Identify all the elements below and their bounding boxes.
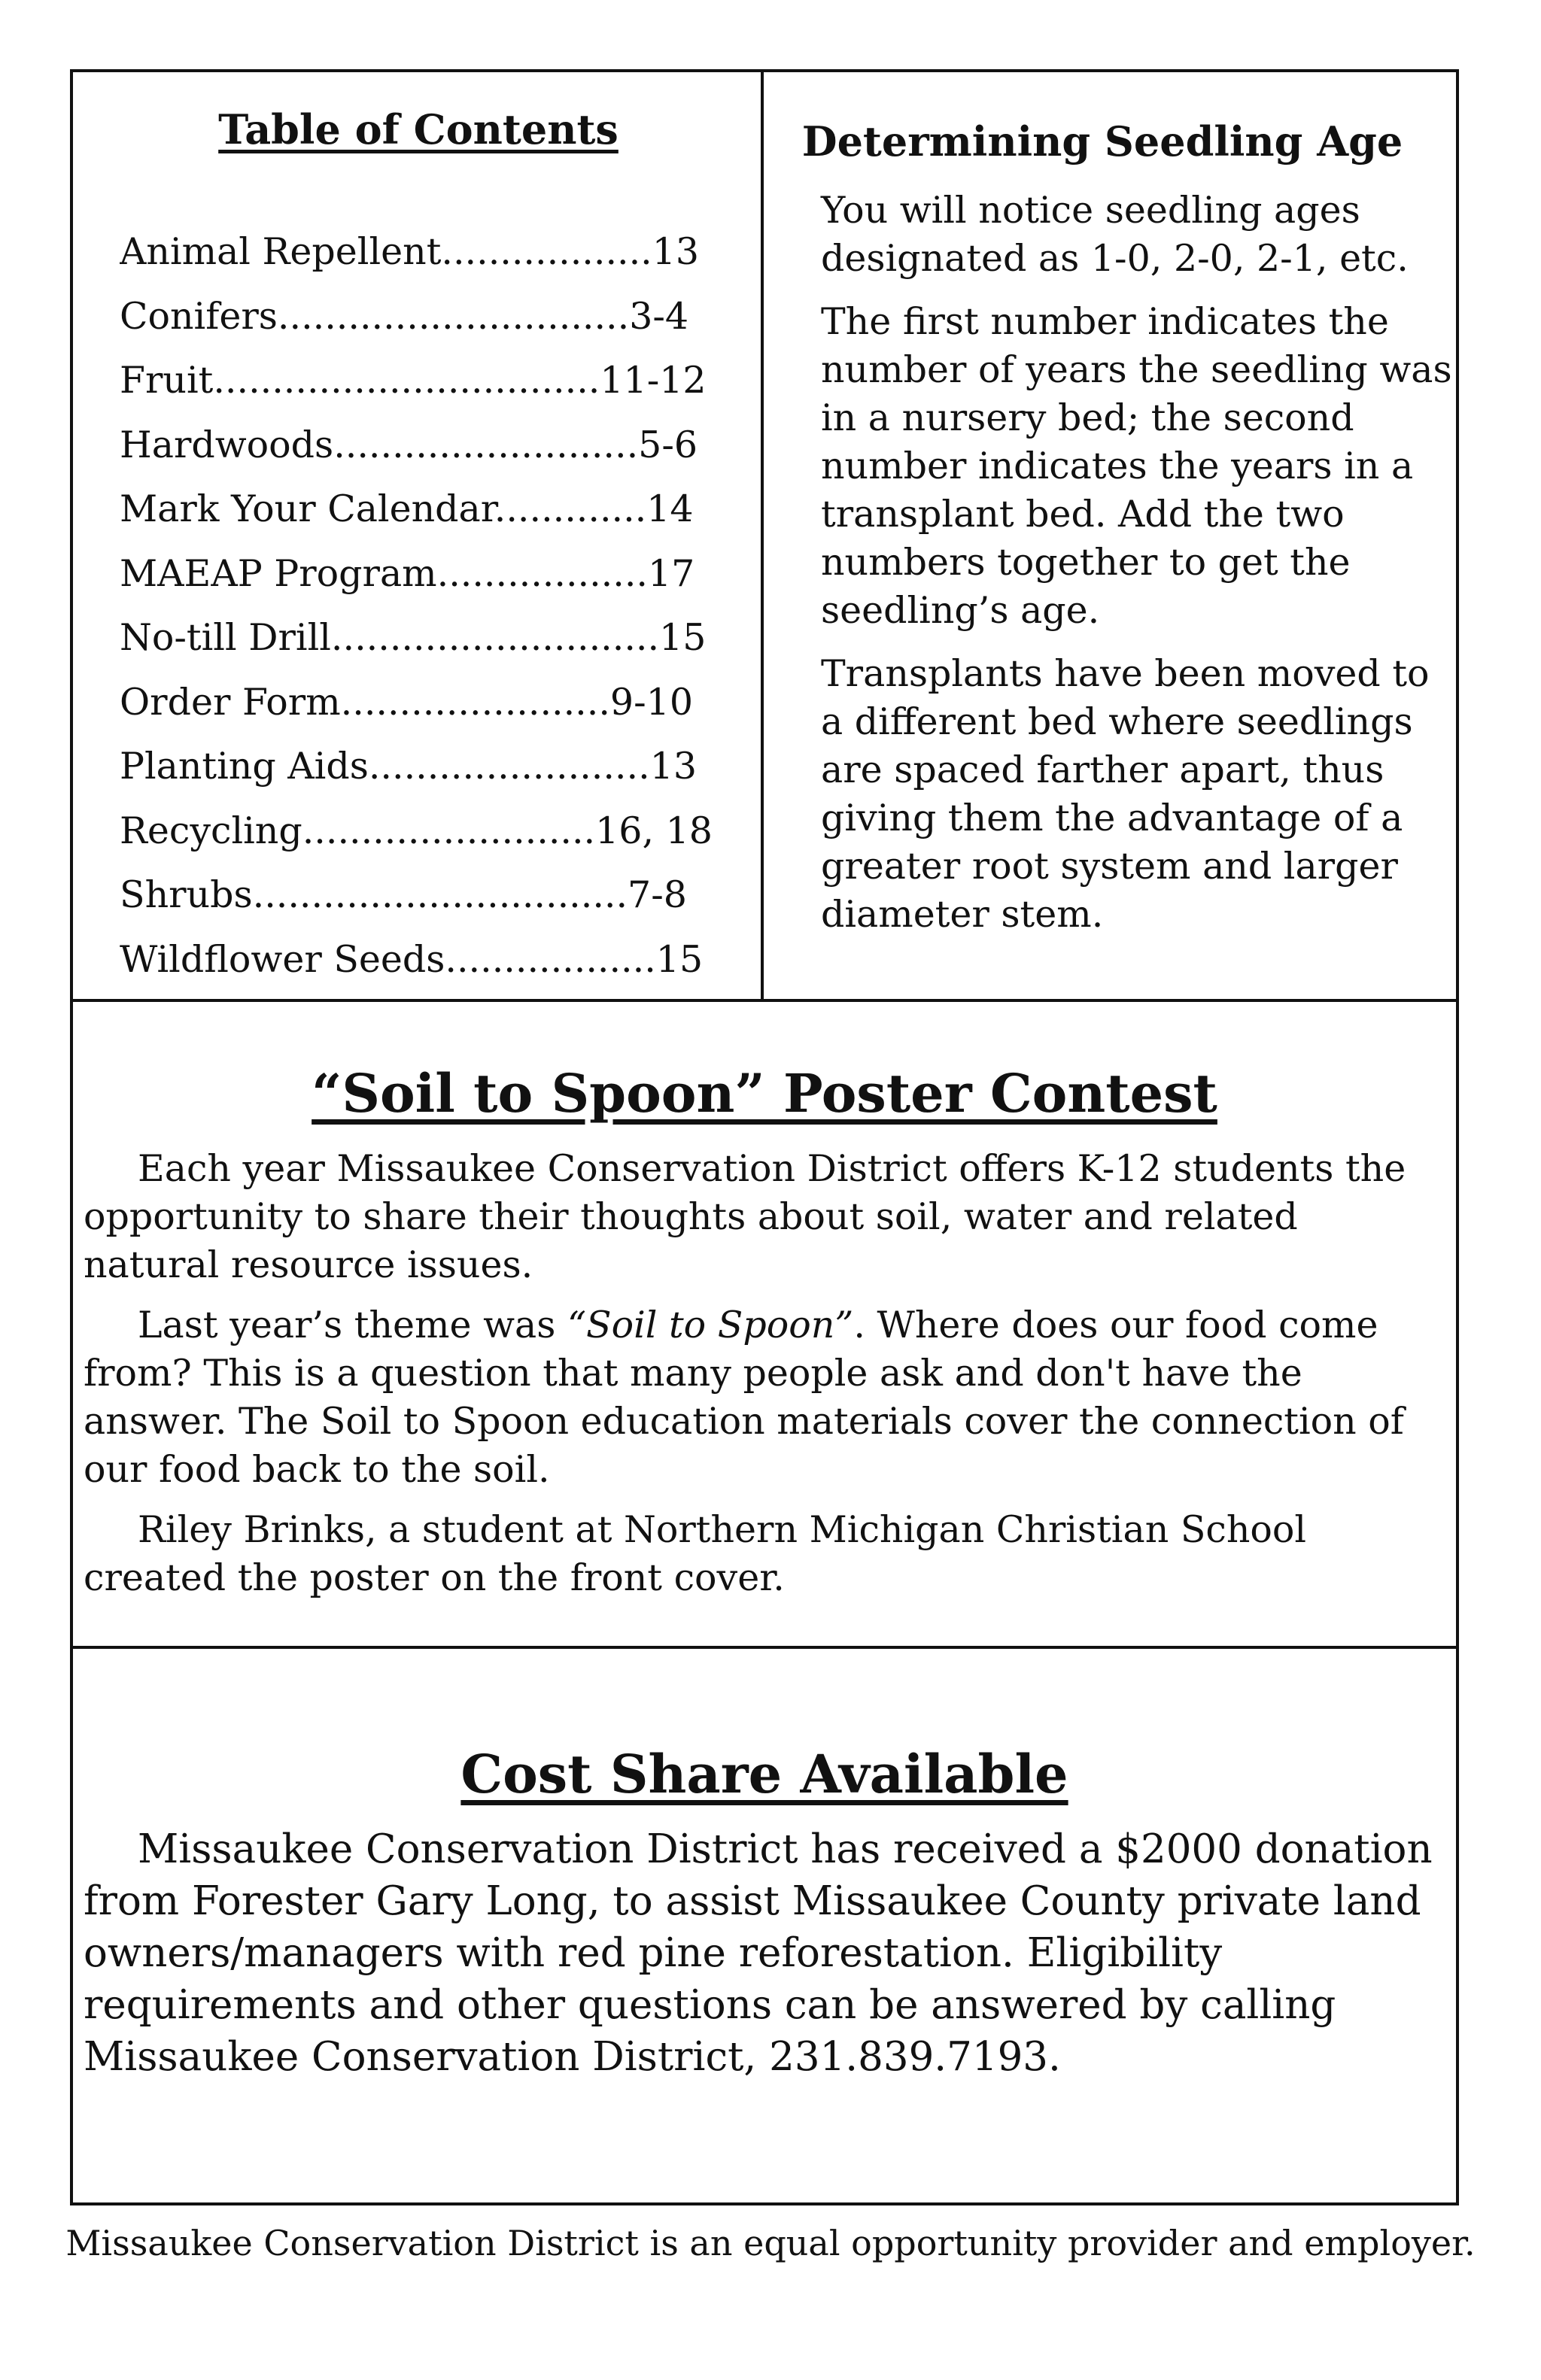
- poster-paragraph: Each year Missaukee Conservation District offers K-12 students the opportunity to share their thoughts about soil, water and related natural resource issues.: [84, 1147, 1406, 1286]
- poster-theme-lead: Last year’s theme was: [138, 1304, 567, 1346]
- cost-paragraph: Missaukee Conservation District has received a $2000 donation from Forester Gary Long, to assist Missaukee County private land owners/managers with red pine reforestation. Eligibility requirements and other questions can be answered by calling Missaukee Conservation District, 231.839.7193.: [84, 1826, 1433, 2080]
- poster-paragraph: Riley Brinks, a student at Northern Michigan Christian School created the poster on the front cover.: [84, 1508, 1307, 1599]
- poster-body: [84, 1145, 1438, 1614]
- toc-item: Animal Repellent..................13: [120, 230, 700, 273]
- seedling-paragraph: Transplants have been moved to a different bed where seedlings are spaced farther apart, thus giving them the advantage of a greater root system and larger diameter stem.: [821, 652, 1430, 936]
- toc-item: Wildflower Seeds..................15: [120, 937, 704, 981]
- footer-statement: Missaukee Conservation District is an equal opportunity provider and employer.: [65, 2223, 1476, 2263]
- poster-title: “Soil to Spoon” Poster Contest: [312, 1062, 1217, 1125]
- newsletter-frame: [70, 69, 1459, 2205]
- toc-item: No-till Drill............................15: [120, 616, 707, 659]
- cost-body: [84, 1823, 1438, 2083]
- toc-item: Shrubs................................7-8: [120, 873, 687, 916]
- poster-theme-rest: . Where does our food come from? This is a question that many people ask and don't have the answer. The Soil to Spoon education materials cover the connection of our food back to the soil.: [84, 1304, 1404, 1491]
- cost-title: Cost Share Available: [460, 1743, 1068, 1805]
- seedling-paragraph: The first number indicates the number of years the seedling was in a nursery bed; the second number indicates the years in a transplant bed. Add the two numbers together to get the seedling’s age.: [821, 300, 1452, 632]
- toc-title: Table of Contents: [218, 105, 619, 153]
- toc-list: [120, 220, 722, 991]
- seedling-title: Determining Seedling Age: [801, 117, 1403, 165]
- toc-item: MAEAP Program..................17: [120, 551, 695, 595]
- seedling-age-section: [764, 72, 1456, 1002]
- table-of-contents: [73, 72, 764, 1002]
- cost-share-section: [73, 1649, 1456, 2202]
- poster-contest-section: [73, 1002, 1456, 1649]
- toc-item: Conifers..............................3-4: [120, 294, 689, 338]
- toc-item: Mark Your Calendar.............14: [120, 487, 694, 530]
- poster-theme-name: “Soil to Spoon”: [567, 1304, 854, 1346]
- toc-item: Fruit.................................11-12: [120, 359, 707, 402]
- toc-item: Recycling.........................16, 18: [120, 809, 713, 852]
- toc-item: Planting Aids........................13: [120, 745, 698, 788]
- seedling-paragraph: You will notice seedling ages designated as 1-0, 2-0, 2-1, etc.: [821, 189, 1409, 280]
- toc-item: Hardwoods..........................5-6: [120, 423, 698, 466]
- toc-item: Order Form.......................9-10: [120, 680, 693, 724]
- seedling-body: [821, 187, 1453, 954]
- poster-paragraph: [84, 1301, 1438, 1494]
